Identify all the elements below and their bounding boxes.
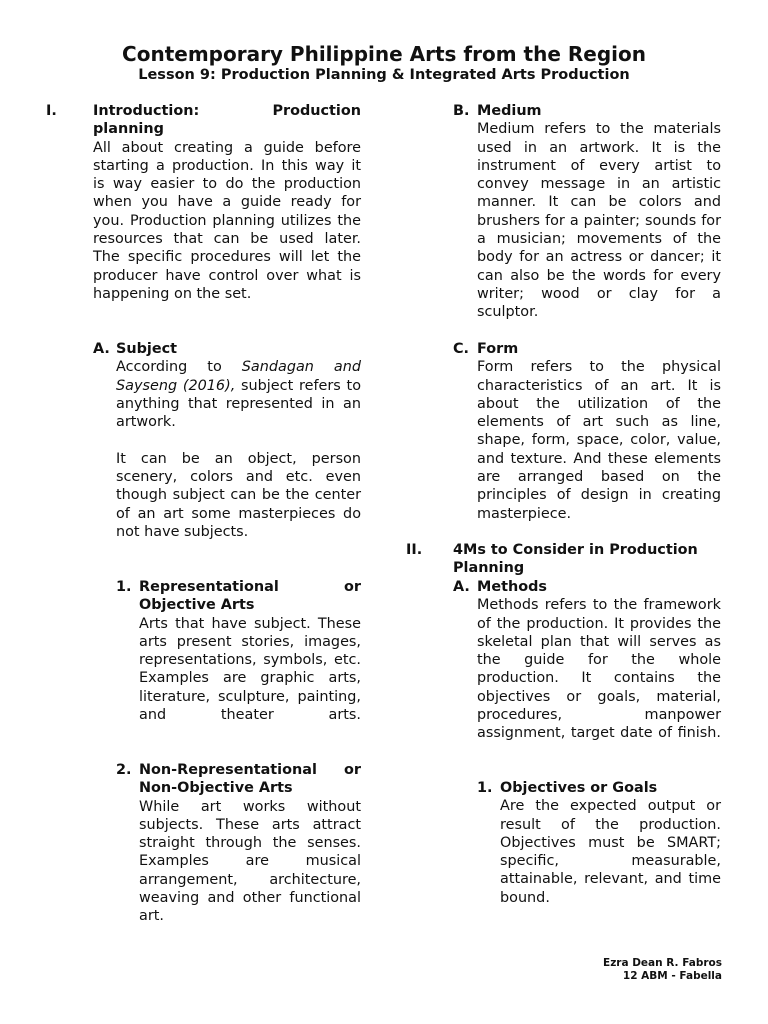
representational-body: Arts that have subject. These arts present stories, images, representations, symbols, etc. Examples are graphic arts, literature, sculpture, painting, and theater arts. — [139, 615, 361, 724]
subsection-letter: B. — [453, 103, 470, 119]
four-ms-heading: 4Ms to Consider in Production Planning — [453, 542, 698, 577]
objectives-body: Are the expected output or result of the production. Objectives must be SMART; specific, measurable, attainable, relevant, and time bound. — [500, 798, 721, 906]
subsection-letter: C. — [453, 341, 470, 357]
list-number: 2. — [116, 762, 132, 778]
four-ms-section — [453, 541, 721, 578]
author-footer — [603, 957, 722, 982]
form-section — [477, 340, 721, 523]
non-representational-item — [139, 761, 361, 926]
list-number: 1. — [477, 780, 493, 796]
introduction-heading-cont: planning — [93, 121, 164, 138]
subsection-letter: A. — [93, 341, 110, 357]
form-body: Form refers to the physical characteristics of an art. It is about the utilization of the elements of art such as line, shape, form, space, color, value, and texture. And these elements are arranged based on the principles of design in creating masterpiece. — [477, 359, 721, 522]
medium-heading: Medium — [477, 103, 542, 119]
introduction-body: All about creating a guide before starting a production. In this way it is way easier to do the production when you have a guide ready for you. Production planning utilizes the resources that can be used later. The specific procedures will let the producer have control over what is happening on the set. — [93, 139, 361, 302]
medium-section — [477, 102, 721, 322]
subject-body-2: It can be an object, person scenery, colors and etc. even though subject can be the center of an art some masterpieces do not have subjects. — [116, 450, 361, 540]
objectives-heading: Objectives or Goals — [500, 780, 658, 796]
representational-item — [139, 578, 361, 724]
subject-heading: Subject — [116, 341, 178, 357]
medium-body: Medium refers to the materials used in an artwork. It is the instrument of every artist to convey message in an artistic manner. It can be colors and brushers for a painter; sounds for a musician; movements of the body for an actress or dancer; it can also be the words for every writer; wood or clay for a sculptor. — [477, 121, 721, 321]
section-numeral: II. — [406, 542, 423, 558]
introduction-section — [93, 102, 361, 303]
section-numeral: I. — [46, 103, 57, 119]
subject-section — [116, 340, 361, 541]
form-heading: Form — [477, 341, 519, 357]
lesson-subtitle: Lesson 9: Production Planning & Integrated Arts Production — [138, 67, 630, 83]
author-name: Ezra Dean R. Fabros — [603, 957, 722, 969]
representational-heading-cont: Objective Arts — [139, 597, 255, 614]
subject-body-1: According to Sandagan and Sayseng (2016), subject refers to anything that represented in an artwork. — [116, 359, 362, 431]
author-section: 12 ABM - Fabella — [622, 969, 722, 982]
objectives-item — [500, 779, 721, 907]
introduction-heading: Introduction: Production — [93, 103, 361, 119]
non-representational-heading: Non-Representational or — [139, 762, 361, 778]
document-title: Contemporary Philippine Arts from the Region — [122, 42, 646, 66]
subsection-letter: A. — [453, 579, 470, 595]
list-number: 1. — [116, 579, 132, 595]
methods-section — [477, 578, 721, 743]
methods-heading: Methods — [477, 579, 547, 595]
methods-body: Methods refers to the framework of the production. It provides the skeletal plan that will serves as the guide for the whole production. It contains the objectives or goals, material, procedures, manpower assignment, target date of finish. — [477, 597, 721, 742]
representational-heading: Representational or — [139, 579, 361, 595]
non-representational-body: While art works without subjects. These arts attract straight through the senses. Examples are musical arrangement, architecture, weaving and other functional art. — [139, 798, 361, 925]
non-representational-heading-cont: Non-Objective Arts — [139, 780, 293, 797]
